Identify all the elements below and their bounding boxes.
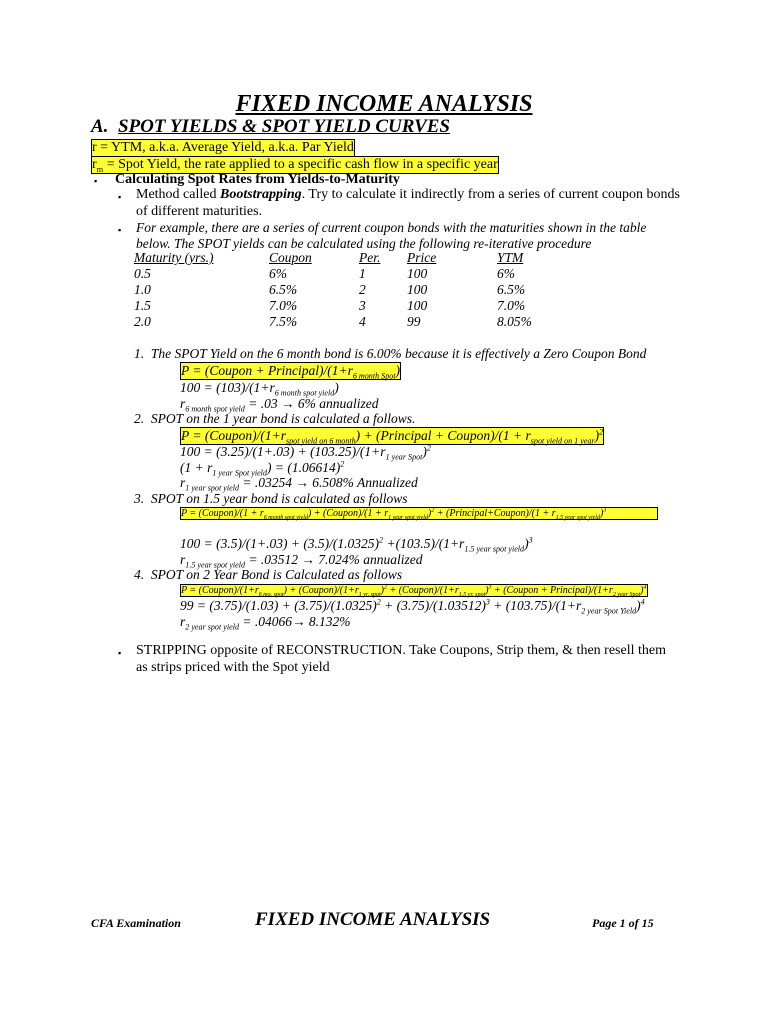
stripping-paragraph: STRIPPING opposite of RECONSTRUCTION. Take Coupons, Strip them, & then resell them [136,643,666,658]
step-3-equation: $100 = (3.5)/(1+.03) + (3.5)/(1.0325)^2 +(103.5)/(1+r_{1.5 year spot yield})^3$ [180,535,533,554]
step-1: 1. The SPOT Yield on the 6 month bond is 6.00% because it is effectively a Zero Coupon Bond [134,346,647,361]
table-row: 1.0 6.5% 2 100 6.5% [134,282,526,297]
bootstrapping-paragraph-line2: of different maturities. [136,204,263,219]
example-paragraph-line2: below. The SPOT yields can be calculated using the following re-iterative procedure [136,236,592,251]
bullet-icon: ▪ [118,225,122,235]
example-paragraph: For example, there are a series of current coupon bonds with the maturities shown in the table [136,220,647,235]
step-3-result: $r_{1.5 year spot yield} = .03512 \to 7.024\%$ annualized [180,552,423,570]
step-2: 2. SPOT on the 1 year bond is calculated a follows. [134,411,416,426]
step-1-formula: P = (Coupon + $Principal)/(1+r_{6 month Spot})$ [181,363,401,381]
step-2-equation-2: $(1 + r_{1 year Spot yield}) = (1.06614)^2$ [180,459,345,478]
bond-table [134,250,577,330]
stripping-paragraph-line2: as strips priced with the Spot yield [136,660,330,675]
definition-rm: $r_m$ = Spot Yield, the rate applied to a specific cash flow in a specific year [92,157,498,174]
step-4-equation: $99 = (3.75)/(1.03) + (3.75)/(1.0325)^2 + (3.75)/(1.03512)^3 + (103.75)/(1+r_{2 year Spot Yield})^4$ [180,597,645,616]
bullet-icon: ▪ [118,648,122,658]
page-title: FIXED INCOME ANALYSIS [235,91,533,117]
step-2-result: $r_{1 year spot yield} = .03254 \to 6.508\%$ Annualized [180,475,418,493]
footer-left: CFA Examination [91,916,181,930]
bootstrapping-paragraph: Method called Bootstrapping. Try to calculate it indirectly from a series of current coupon bonds [136,187,680,202]
step-2-equation: $100 = (3.25)/(1+.03) + (103.25)/(1+r_{1 year Spot})^2$ [180,443,431,462]
section-heading [91,116,450,138]
step-1-equation: $100 = (103)/(1+r_{6 month spot yield})$ [180,380,339,398]
section-title: SPOT YIELDS & SPOT YIELD CURVES [117,116,450,137]
step-3: 3. SPOT on 1.5 year bond is calculated as follows [134,491,408,506]
step-4-formula: $P = (Coupon)/(1+r_{6 mo. spot})$ + $(Coupon)/(1+r_{1 yr. spot})^2$ + $(Coupon)/(1+r_{1.5 yr. spot})^3$ + (Coupon + $Principal)/(1+r_{2 year Spot})^4$ [181,584,647,598]
footer-center: FIXED INCOME ANALYSIS [255,909,491,930]
step-3-formula: P = (Coupon)/(1 + $r_{6 month spot yield}$) + (Coupon)/(1 + $r_{1 year spot yield})^2$ + (Principal+Coupon)/(1 + $r_{1.5 year spot yield})^3$ [180,507,658,520]
step-2-formula: $P = (Coupon)/(1+r_{spot yield on 6 month})$ + (Principal + Coupon)/(1 + $r_{spot yield on 1 year})^2$ [181,427,604,446]
section-letter: A. [91,116,109,137]
table-header-row: Maturity (yrs.) Coupon Per. Price YTM [134,250,524,265]
definition-r: r = YTM, a.k.a. Average Yield, a.k.a. Par Yield [92,140,354,155]
table-row: 2.0 7.5% 4 99 8.05% [134,314,532,329]
footer-page-number: Page 1 of 15 [592,916,654,930]
step-4-result: $r_{2 year spot yield} = .04066\to 8.132\%$ [180,614,351,632]
bullet-icon: ▪ [118,192,122,202]
step-1-result: $r_{6 month spot yield} = .03 \to 6\%$ annualized [180,396,379,414]
bullet-heading: Calculating Spot Rates from Yields-to-Maturity [115,172,400,187]
bullet-icon: ▪ [94,176,98,186]
step-4: 4. SPOT on 2 Year Bond is Calculated as follows [134,567,403,582]
table-row: 0.5 6% 1 100 6% [134,266,515,281]
table-row: 1.5 7.0% 3 100 7.0% [134,298,526,313]
